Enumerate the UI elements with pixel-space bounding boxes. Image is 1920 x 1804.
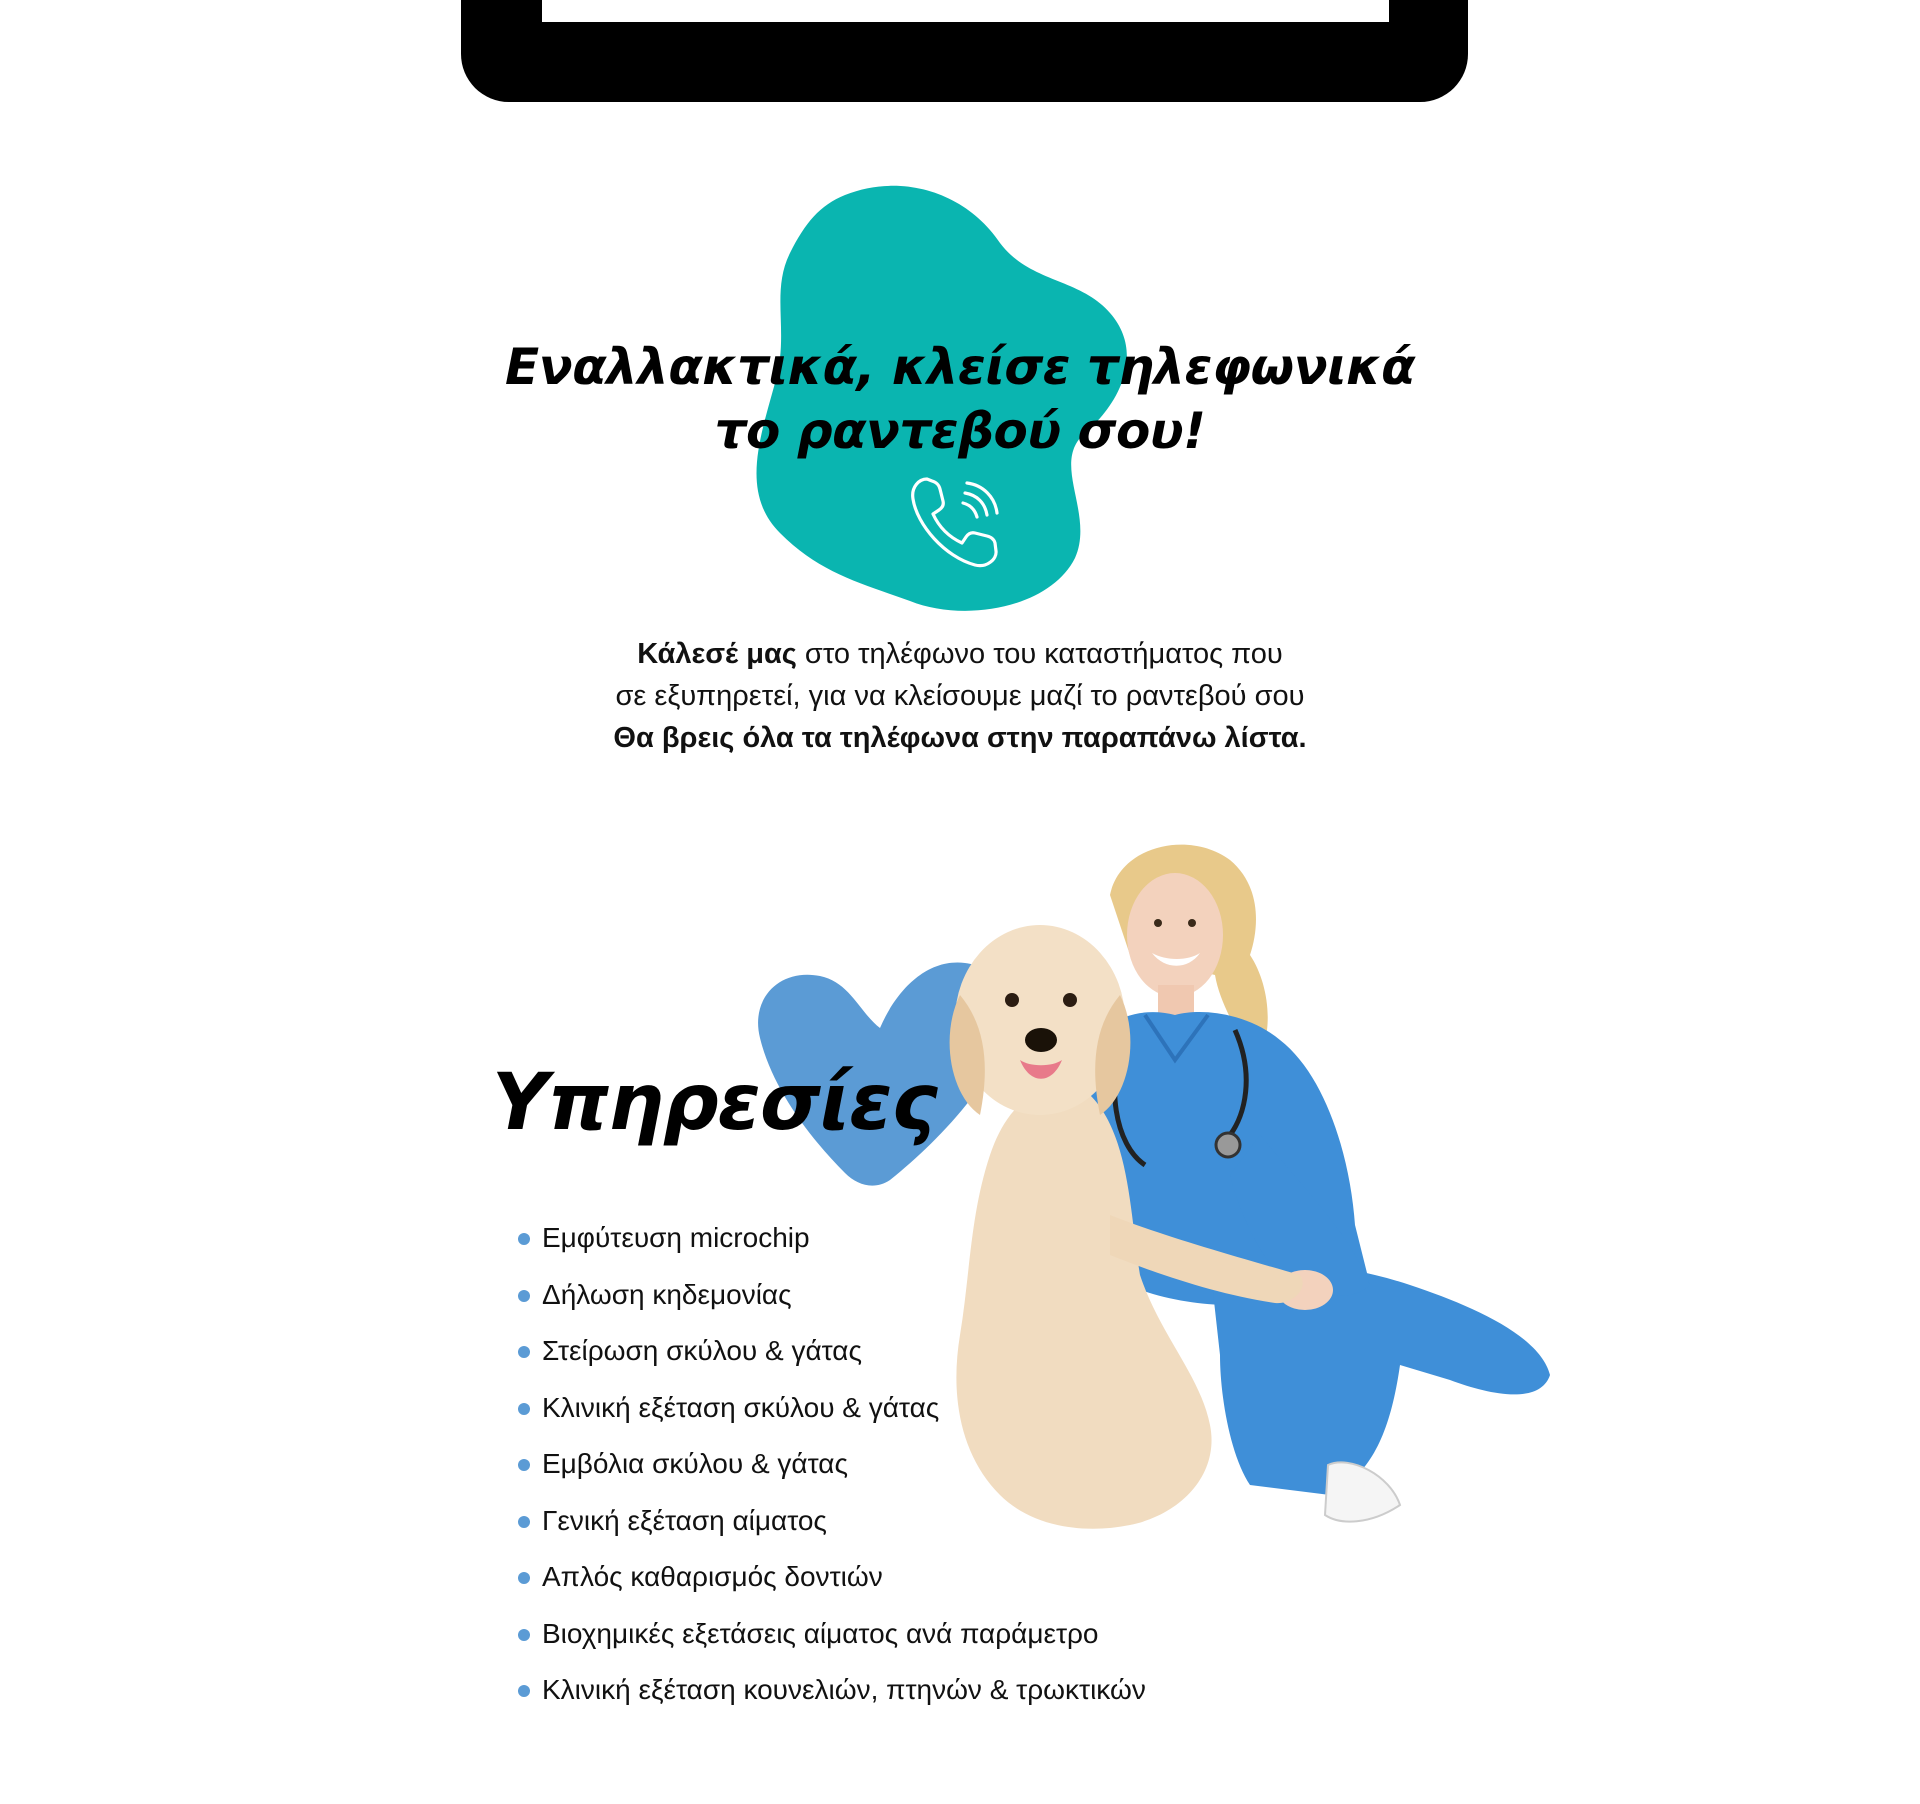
bullet-icon [518, 1516, 530, 1528]
phone-text-line-2: σε εξυπηρετεί, για να κλείσουμε μαζί το ραντεβού σου [615, 680, 1305, 712]
phone-section-text [460, 633, 1460, 759]
phone-section-title [460, 335, 1460, 463]
bullet-icon [518, 1233, 530, 1245]
bullet-icon [518, 1572, 530, 1584]
service-item-label: Στείρωση σκύλου & γάτας [542, 1335, 862, 1366]
phone-ringing-icon [905, 473, 1005, 573]
service-item-label: Εμβόλια σκύλου & γάτας [542, 1448, 848, 1479]
service-item-label: Εμφύτευση microchip [542, 1222, 810, 1253]
bullet-icon [518, 1290, 530, 1302]
service-item-label: Κλινική εξέταση κουνελιών, πτηνών & τρωκτικών [542, 1674, 1146, 1705]
service-item-label: Δήλωση κηδεμονίας [542, 1278, 792, 1310]
bullet-icon [518, 1346, 530, 1358]
phone-text-line-1: στο τηλέφωνο του καταστήματος που [796, 638, 1283, 670]
service-item-label: Γενική εξέταση αίματος [542, 1504, 827, 1536]
vet-with-dog-image [930, 835, 1560, 1555]
bullet-icon [518, 1685, 530, 1697]
service-item-label: Βιοχημικές εξετάσεις αίματος ανά παράμετρο [542, 1617, 1099, 1649]
service-item-label: Απλός καθαρισμός δοντιών [542, 1561, 883, 1592]
call-us-bold: Κάλεσέ μας [637, 638, 797, 670]
phone-title-line-1: Εναλλακτικά, κλείσε τηλεφωνικά [505, 338, 1415, 396]
service-item [518, 1606, 1146, 1663]
service-item-label: Κλινική εξέταση σκύλου & γάτας [542, 1391, 940, 1423]
phone-text-line-3: Θα βρεις όλα τα τηλέφωνα στην παραπάνω λίστα. [613, 722, 1307, 754]
services-title: Υπηρεσίες [492, 1058, 937, 1148]
phone-title-line-2: το ραντεβού σου! [714, 402, 1206, 460]
service-item [518, 1662, 1146, 1719]
service-item [518, 1549, 1146, 1606]
bullet-icon [518, 1629, 530, 1641]
device-frame [461, 0, 1468, 102]
bullet-icon [518, 1403, 530, 1415]
device-screen [542, 0, 1389, 22]
bullet-icon [518, 1459, 530, 1471]
